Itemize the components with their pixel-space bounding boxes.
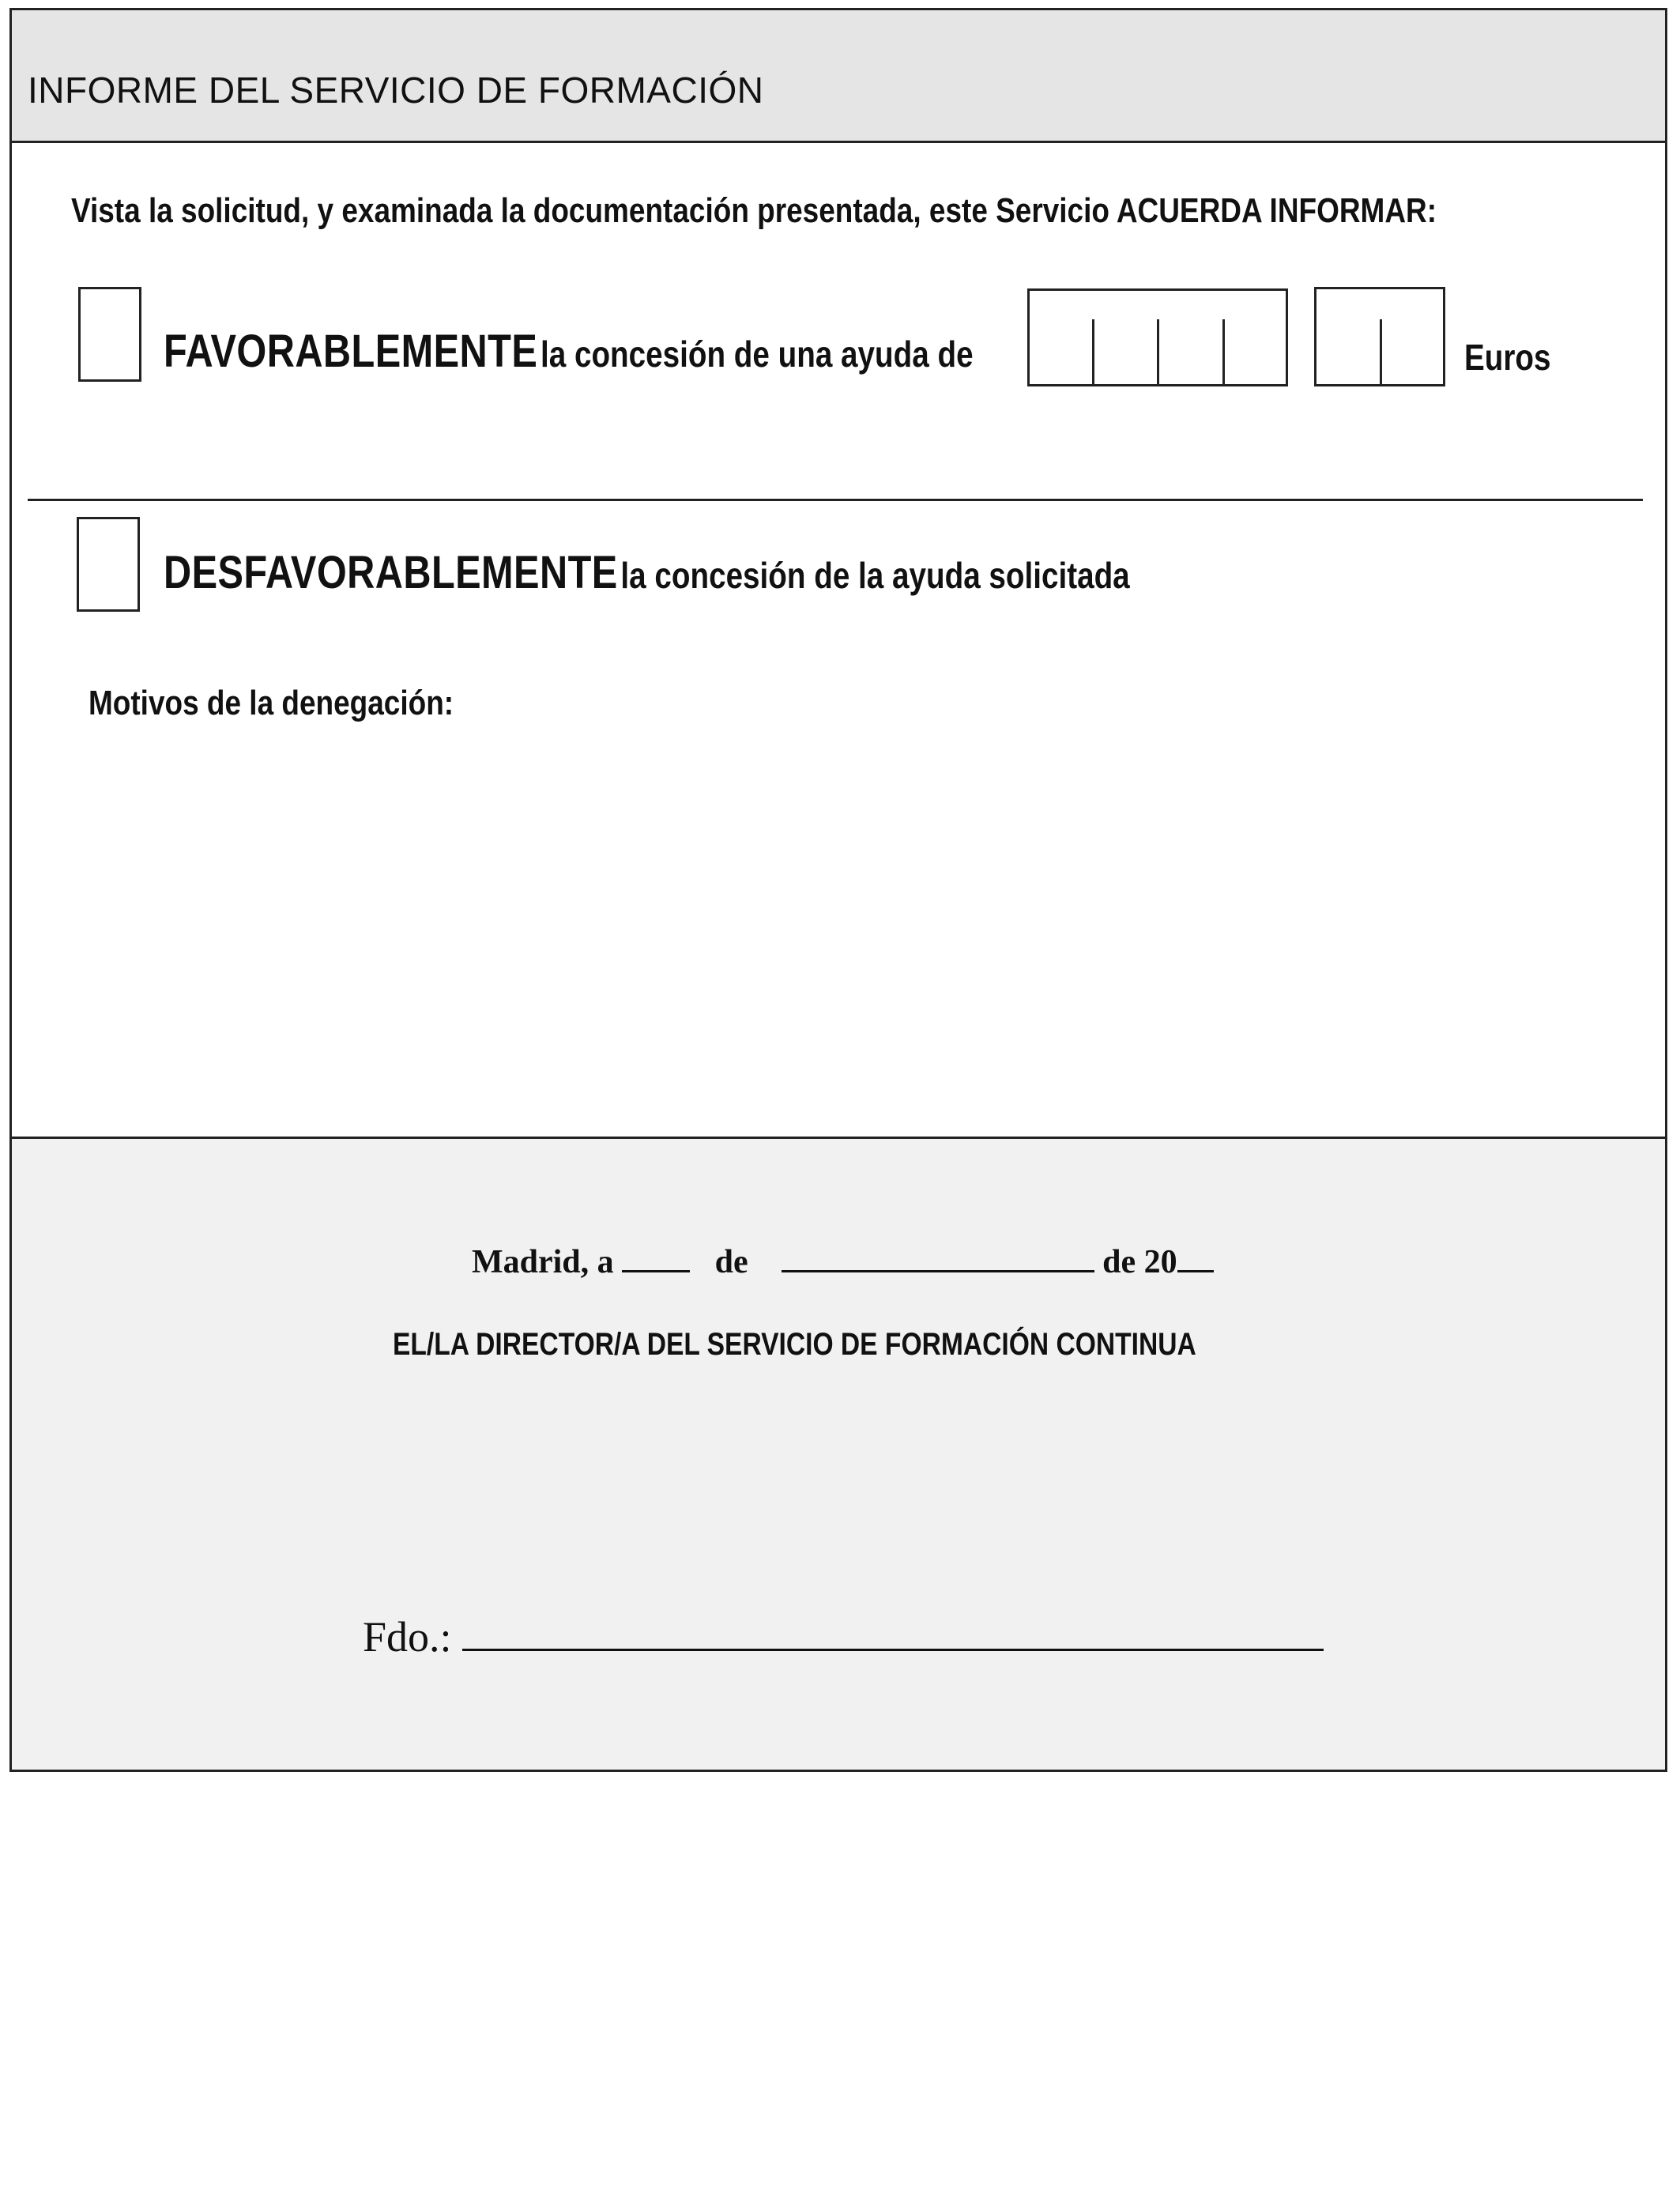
unfavorable-checkbox[interactable] (77, 517, 140, 612)
unfavorable-option (164, 546, 1130, 599)
amount-decimal-field[interactable] (1314, 287, 1445, 386)
signature-section (12, 1137, 1665, 1770)
digit-divider (1222, 319, 1225, 384)
day-blank[interactable] (622, 1237, 690, 1272)
amount-integer-field[interactable] (1027, 288, 1288, 386)
digit-divider (1092, 319, 1094, 384)
signature-line (363, 1609, 1324, 1661)
director-title: EL/LA DIRECTOR/A DEL SERVICIO DE FORMACIÓN CONTINUA (393, 1327, 1196, 1362)
reasons-label: Motivos de la denegación: (89, 684, 454, 722)
favorable-option (164, 325, 974, 378)
header-band (12, 10, 1665, 143)
favorable-keyword: FAVORABLEMENTE (164, 326, 538, 377)
place-label: Madrid, a (472, 1244, 614, 1280)
currency-label: Euros (1464, 337, 1551, 378)
month-blank[interactable] (782, 1237, 1094, 1272)
digit-divider (1157, 319, 1159, 384)
intro-text: Vista la solicitud, y examinada la documentación presentada, este Servicio ACUERDA INFORMAR: (71, 191, 1437, 230)
signature-blank[interactable] (462, 1609, 1324, 1651)
digit-divider (1380, 319, 1382, 384)
favorable-checkbox[interactable] (78, 287, 141, 382)
favorable-text: la concesión de una ayuda de (540, 334, 974, 375)
report-form (9, 8, 1667, 1772)
year-prefix: de 20 (1102, 1244, 1177, 1280)
date-line (472, 1237, 1214, 1281)
year-blank[interactable] (1177, 1237, 1214, 1272)
unfavorable-keyword: DESFAVORABLEMENTE (164, 547, 618, 598)
signed-label: Fdo.: (363, 1613, 452, 1661)
section-divider (28, 499, 1643, 501)
unfavorable-text: la concesión de la ayuda solicitada (620, 555, 1130, 596)
form-title: INFORME DEL SERVICIO DE FORMACIÓN (28, 70, 764, 111)
de-label: de (714, 1244, 748, 1280)
